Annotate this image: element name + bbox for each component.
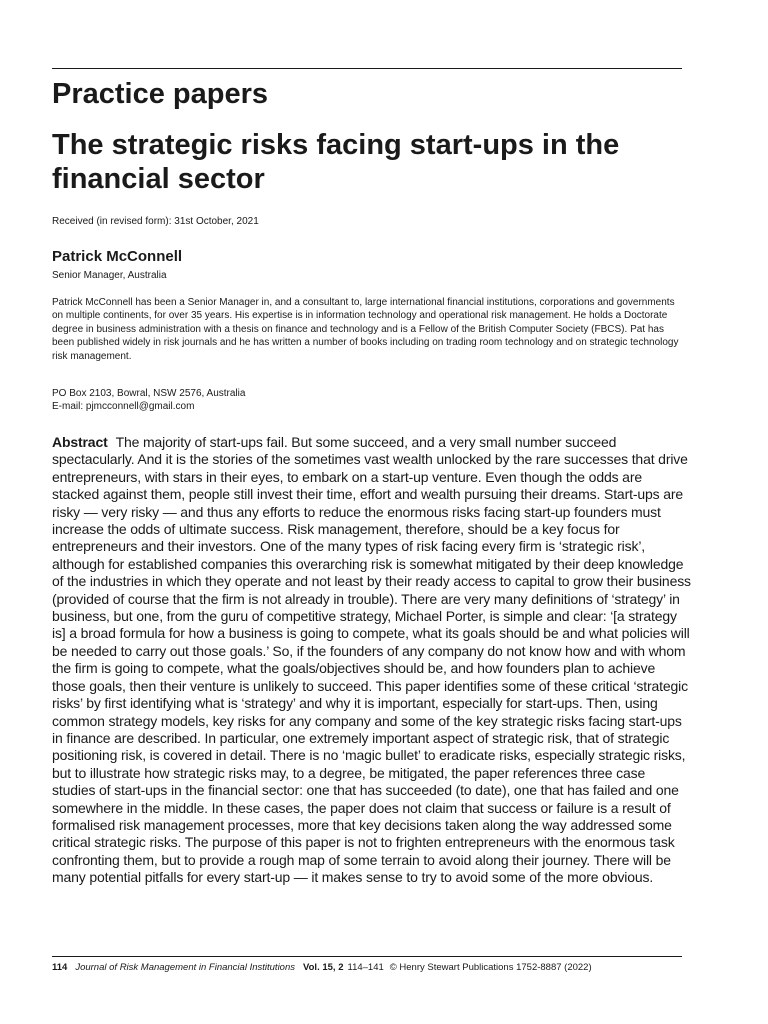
abstract-label: Abstract <box>52 434 108 450</box>
journal-name: Journal of Risk Management in Financial Institutions <box>75 962 295 973</box>
author-contact <box>52 387 245 414</box>
footer <box>52 962 592 974</box>
received-date: Received (in revised form): 31st October, 2021 <box>52 216 259 227</box>
page-range: 114–141 <box>347 962 384 973</box>
journal-volume: Vol. 15, 2 <box>303 962 344 973</box>
author-bio: Patrick McConnell has been a Senior Manager in, and a consultant to, large international financial institutions, corporations and governments on multiple continents, for over 35 years. His expertise is in information technology and operational risk management. He holds a Doctorate degree in business administration with a thesis on finance and technology and is a Fellow of the British Computer Society (FBCS). Pat has been published widely in risk journals and he has written a number of books including on trading room technology and on strategic technology risk management. <box>52 297 679 362</box>
page-number: 114 <box>52 962 68 973</box>
section-title: Practice papers <box>52 78 269 110</box>
abstract <box>52 434 692 887</box>
author-email: E-mail: pjmcconnell@gmail.com <box>52 401 195 413</box>
author-role: Senior Manager, Australia <box>52 270 167 281</box>
abstract-text: The majority of start-ups fail. But some succeed, and a very small number succeed spectacularly. And it is the stories of the sometimes vast wealth unlocked by the rare successes that drive entrepreneurs, with stars in their eyes, to embark on a start-up venture. Even though the odds are stacked against them, people still invest their time, effort and wealth pursuing their dreams. Start-ups are risky — very risky — and thus any efforts to reduce the enormous risks facing start-up founders must increase the odds of ultimate success. Risk management, therefore, should be a key focus for entrepreneurs and their investors. One of the many types of risk facing every firm is ‘strategic risk’, although for established companies this overarching risk is somewhat mitigated by their deep knowledge of the industries in which they operate and not least by their ready access to capital to grow their business (provided of course that the firm is not already in trouble). There are very many definitions of ‘strategy’ in business, but one, from the guru of competitive strategy, Michael Porter, is simple and clear: ‘[a strategy is] a broad formula for how a business is going to compete, what its goals should be and what policies will be needed to carry out those goals.’ So, if the founders of any company do not know how and with whom the firm is going to compete, what the goals/objectives should be, and how founders plan to achieve those goals, then their venture is unlikely to succeed. This paper identifies some of these critical ‘strategic risks’ by first identifying what is ‘strategy’ and why it is important, especially for start-ups. Then, using common strategy models, key risks for any company and some of the key strategic risks facing start-ups in finance are described. In particular, one extremely important aspect of strategic risk, that of strategic positioning risk, is covered in detail. There is no ‘magic bullet’ to eradicate risks, especially strategic risks, but to illustrate how strategic risks may, to a degree, be mitigated, the paper references three case studies of start-ups in the financial sector: one that has succeeded (to date), one that has failed and one somewhere in the middle. In these cases, the paper does not claim that success or failure is a result of formalised risk management processes, more that key decisions taken along the way addressed some critical strategic risks. The purpose of this paper is not to frighten entrepreneurs with the enormous task confronting them, but to provide a rough map of some terrain to avoid along their journey. There will be many potential pitfalls for every start-up — it makes sense to try to avoid some of the more obvious. <box>52 434 691 886</box>
copyright: © Henry Stewart Publications 1752-8887 (2022) <box>389 962 592 973</box>
article-title: The strategic risks facing start-ups in the financial sector <box>52 129 620 195</box>
author-address: PO Box 2103, Bowral, NSW 2576, Australia <box>52 388 246 399</box>
top-rule <box>52 68 682 69</box>
author-name: Patrick McConnell <box>52 248 183 265</box>
footer-rule <box>52 956 682 957</box>
